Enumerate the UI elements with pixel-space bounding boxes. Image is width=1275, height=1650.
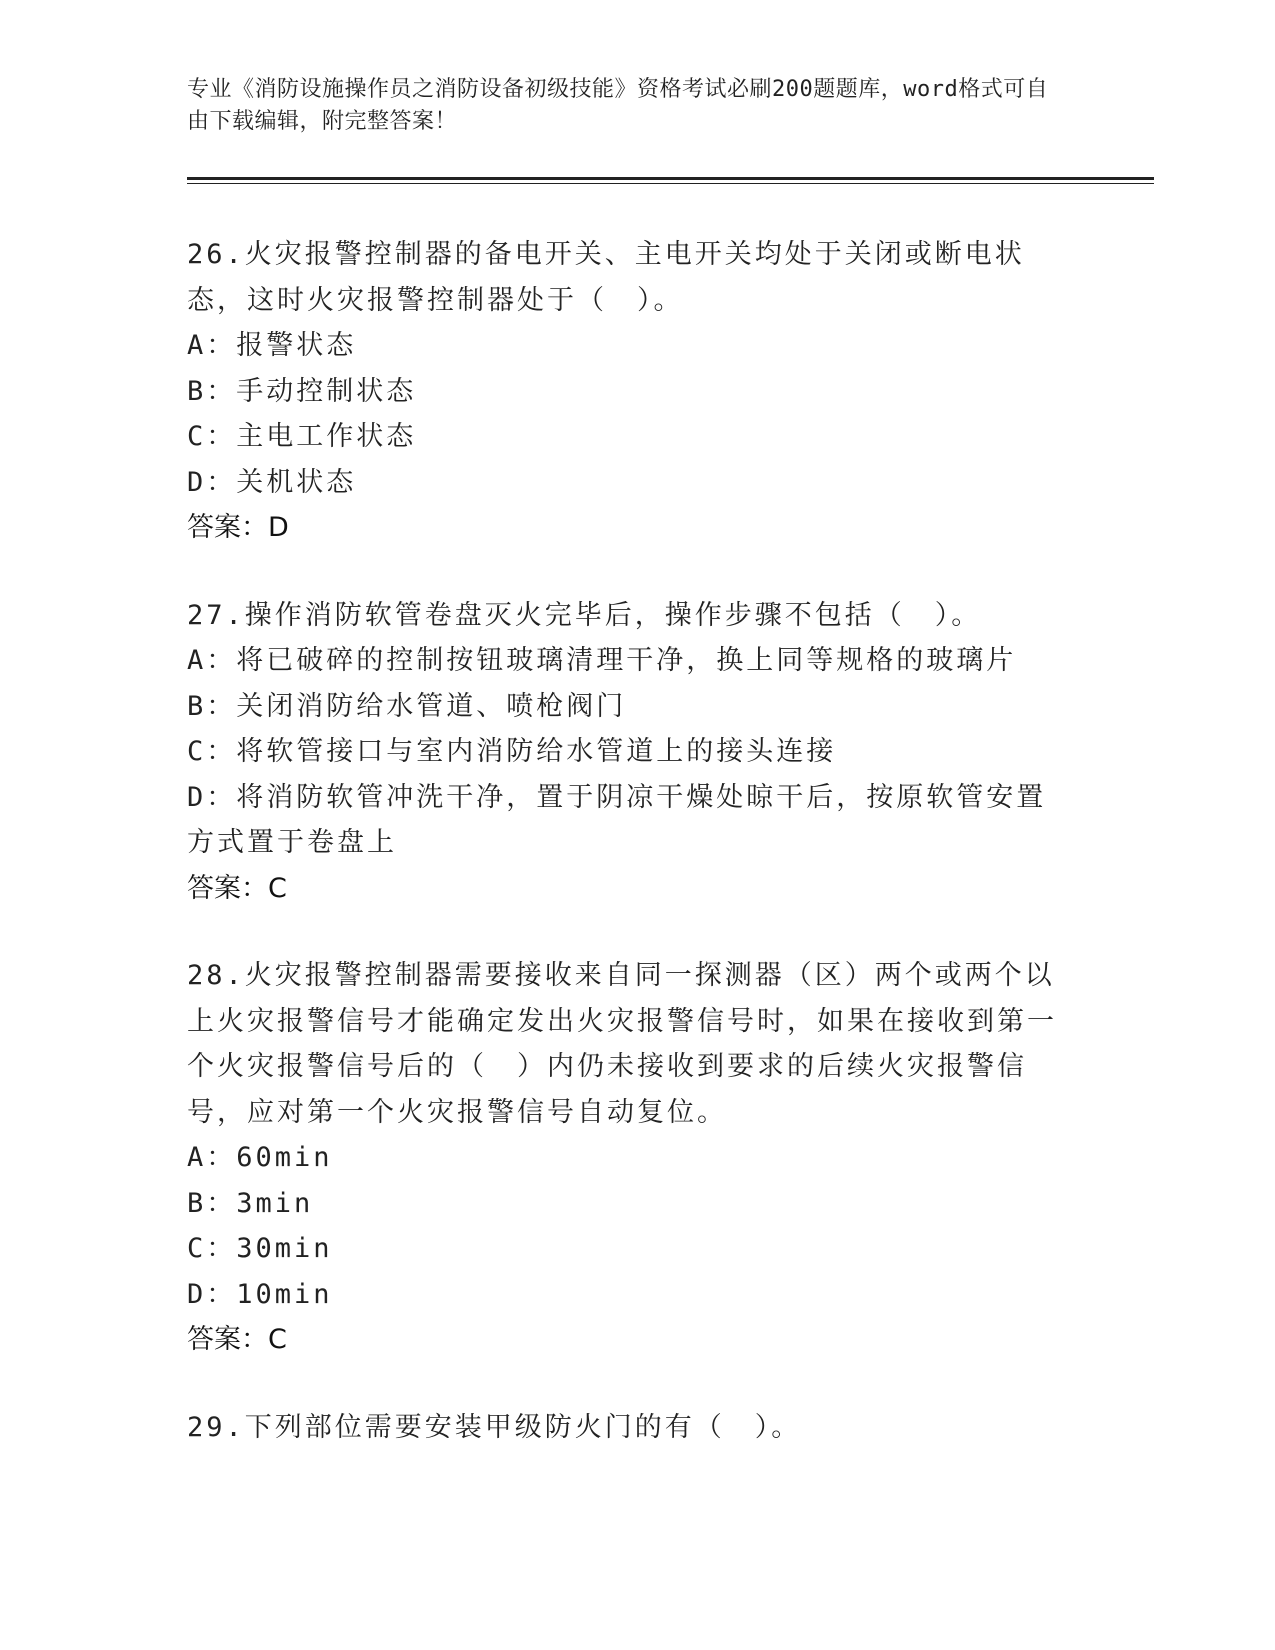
question-stem: 28.火灾报警控制器需要接收来自同一探测器（区）两个或两个以上火灾报警信号才能确定发出火灾报警信号时，如果在接收到第一个火灾报警信号后的（ ）内仍未接收到要求的后续火灾报警信号，应对第一个火灾报警信号自动复位。 bbox=[187, 960, 1057, 1128]
option-a: A：报警状态 bbox=[187, 330, 357, 361]
question-stem: 27.操作消防软管卷盘灭火完毕后，操作步骤不包括（ ）。 bbox=[187, 599, 982, 631]
question-29 bbox=[187, 1405, 1067, 1451]
header-divider-thick bbox=[187, 177, 1154, 180]
option-b: B：3min bbox=[187, 1187, 314, 1219]
question-27 bbox=[187, 593, 1067, 912]
question-26 bbox=[187, 232, 1067, 551]
option-c: C：30min bbox=[187, 1233, 333, 1264]
option-c: C：将软管接口与室内消防给水管道上的接头连接 bbox=[187, 736, 837, 767]
option-d: D：将消防软管冲洗干净，置于阴凉干燥处晾干后，按原软管安置方式置于卷盘上 bbox=[187, 781, 1047, 858]
option-b: B：关闭消防给水管道、喷枪阀门 bbox=[187, 690, 627, 722]
option-d: D：关机状态 bbox=[187, 466, 357, 498]
question-stem: 26.火灾报警控制器的备电开关、主电开关均处于关闭或断电状态，这时火灾报警控制器处于（ ）。 bbox=[187, 239, 1025, 316]
option-d: D：10min bbox=[187, 1278, 333, 1310]
question-stem: 29.下列部位需要安装甲级防火门的有（ ）。 bbox=[187, 1411, 802, 1443]
question-28 bbox=[187, 953, 1067, 1363]
header-divider-thin bbox=[187, 183, 1154, 184]
option-a: A：将已破碎的控制按钮玻璃清理干净，换上同等规格的玻璃片 bbox=[187, 645, 1017, 676]
answer: 答案：D bbox=[187, 512, 289, 543]
answer: 答案：C bbox=[187, 1324, 287, 1355]
answer: 答案：C bbox=[187, 872, 287, 904]
question-list bbox=[187, 232, 1067, 1492]
option-b: B：手动控制状态 bbox=[187, 375, 417, 407]
document-title: 专业《消防设施操作员之消防设备初级技能》资格考试必刷200题题库，word格式可自由下载编辑，附完整答案！ bbox=[187, 77, 1049, 134]
option-c: C：主电工作状态 bbox=[187, 421, 417, 452]
option-a: A：60min bbox=[187, 1142, 333, 1173]
document-header bbox=[187, 74, 1067, 138]
